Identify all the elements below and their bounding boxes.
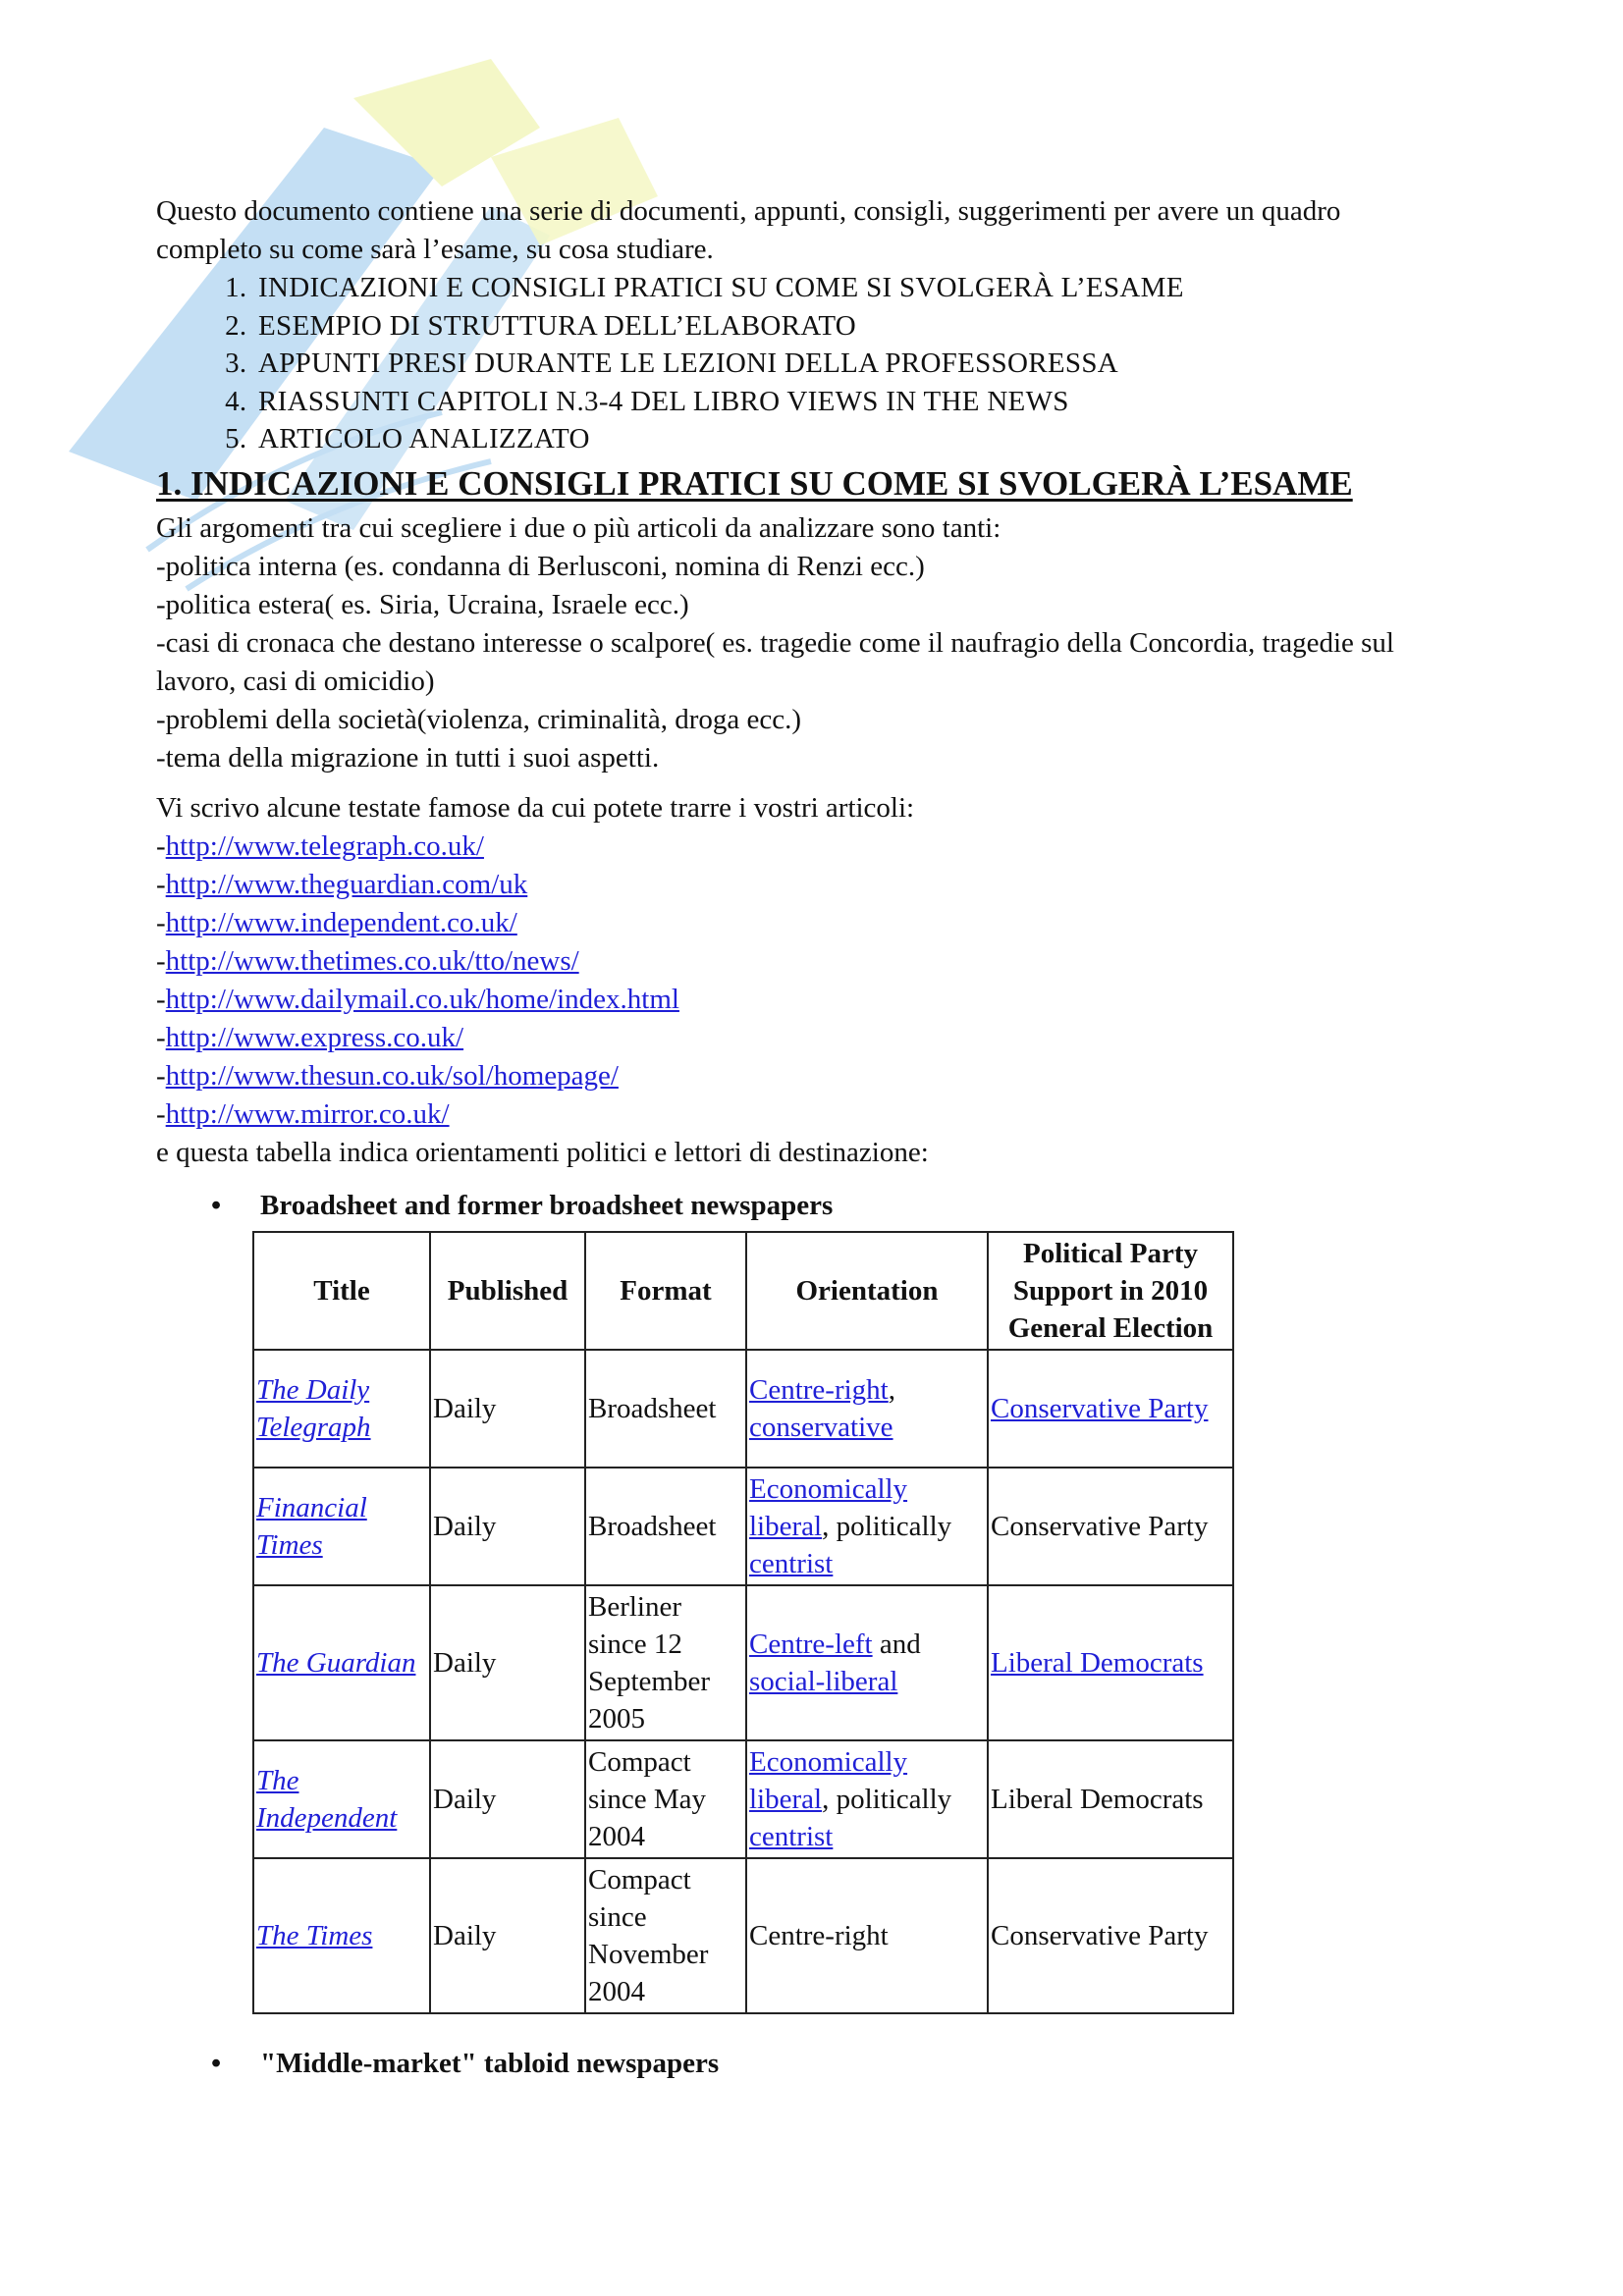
orientation-cell: Centre-right, conservative — [746, 1350, 988, 1468]
section-heading: 1. INDICAZIONI E CONSIGLI PRATICI SU COME SI SVOLGERÀ L’ESAME — [156, 463, 1353, 503]
title-cell — [253, 1350, 430, 1468]
middle-market-title: "Middle-market" tabloid newspapers — [260, 2047, 720, 2079]
table-row — [253, 1350, 1233, 1468]
party-cell — [988, 1350, 1233, 1468]
document-page — [156, 192, 1472, 2089]
topic-item: -politica estera( es. Siria, Ucraina, Israele ecc.) — [156, 588, 689, 620]
sources-intro: Vi scrivo alcune testate famose da cui potete trarre i vostri articoli: — [156, 791, 915, 824]
source-link[interactable]: http://www.dailymail.co.uk/home/index.html — [165, 983, 679, 1015]
source-link-item: -http://www.mirror.co.uk/ — [156, 1097, 450, 1130]
table-row — [253, 1585, 1233, 1740]
source-link-item: -http://www.independent.co.uk/ — [156, 906, 517, 938]
toc-item: 1. INDICAZIONI E CONSIGLI PRATICI SU COME SI SVOLGERÀ L’ESAME — [254, 269, 1472, 307]
intro-paragraph: Questo documento contiene una serie di documenti, appunti, consigli, suggerimenti per avere un quadro completo su come sarà l’esame, su cosa studiare. — [156, 195, 1341, 265]
toc-item: 3. APPUNTI PRESI DURANTE LE LEZIONI DELLA PROFESSORESSA — [254, 345, 1472, 383]
source-link-item: -http://www.express.co.uk/ — [156, 1021, 464, 1053]
topics-intro: Gli argomenti tra cui scegliere i due o più articoli da analizzare sono tanti: — [156, 511, 1001, 544]
published-cell: Daily — [430, 1585, 585, 1740]
topic-item: -problemi della società(violenza, criminalità, droga ecc.) — [156, 703, 802, 735]
format-cell: Compact since May 2004 — [585, 1740, 746, 1858]
party-cell: Conservative Party — [988, 1858, 1233, 2013]
format-cell: Broadsheet — [585, 1350, 746, 1468]
bullet-icon: • — [211, 1189, 222, 1221]
source-link[interactable]: http://www.thesun.co.uk/sol/homepage/ — [165, 1059, 619, 1092]
topic-item: -politica interna (es. condanna di Berlusconi, nomina di Renzi ecc.) — [156, 550, 925, 582]
toc-item: 2. ESEMPIO DI STRUTTURA DELL’ELABORATO — [254, 307, 1472, 346]
published-cell: Daily — [430, 1740, 585, 1858]
column-header: Title — [253, 1232, 430, 1350]
source-link-item: -http://www.thesun.co.uk/sol/homepage/ — [156, 1059, 619, 1092]
orientation-cell: Economically liberal, politically centrist — [746, 1740, 988, 1858]
published-cell: Daily — [430, 1350, 585, 1468]
party-cell: Liberal Democrats — [988, 1740, 1233, 1858]
published-cell: Daily — [430, 1858, 585, 2013]
source-link[interactable]: http://www.mirror.co.uk/ — [165, 1097, 450, 1130]
toc-item: 4. RIASSUNTI CAPITOLI N.3-4 DEL LIBRO VIEWS IN THE NEWS — [254, 383, 1472, 421]
newspaper-title-link[interactable]: Financial Times — [256, 1491, 367, 1561]
published-cell: Daily — [430, 1468, 585, 1585]
source-link[interactable]: http://www.telegraph.co.uk/ — [165, 829, 484, 862]
table-row — [253, 1468, 1233, 1585]
source-link[interactable]: http://www.thetimes.co.uk/tto/news/ — [165, 944, 579, 977]
orientation-link[interactable]: centrist — [749, 1820, 834, 1852]
newspaper-title-link[interactable]: The Independent — [256, 1764, 398, 1834]
newspaper-table — [252, 1231, 1234, 2014]
party-link[interactable]: Liberal Democrats — [991, 1646, 1204, 1679]
source-link[interactable]: http://www.express.co.uk/ — [165, 1021, 464, 1053]
toc-item: 5. ARTICOLO ANALIZZATO — [254, 420, 1472, 458]
party-cell: Conservative Party — [988, 1468, 1233, 1585]
title-cell — [253, 1858, 430, 2013]
party-link[interactable]: Conservative Party — [991, 1392, 1209, 1424]
orientation-cell: Economically liberal, politically centrist — [746, 1468, 988, 1585]
column-header: Orientation — [746, 1232, 988, 1350]
orientation-cell: Centre-left and social-liberal — [746, 1585, 988, 1740]
broadsheet-bullet — [211, 1186, 1472, 1225]
source-link-item: -http://www.telegraph.co.uk/ — [156, 829, 484, 862]
broadsheet-title: Broadsheet and former broadsheet newspapers — [260, 1189, 834, 1221]
format-cell: Broadsheet — [585, 1468, 746, 1585]
orientation-link[interactable]: social-liberal — [749, 1665, 898, 1697]
table-row — [253, 1740, 1233, 1858]
middle-market-bullet — [211, 2044, 1472, 2083]
source-link-item: -http://www.thetimes.co.uk/tto/news/ — [156, 944, 579, 977]
table-header-row — [253, 1232, 1233, 1350]
topics-list — [156, 509, 1472, 777]
column-header: Format — [585, 1232, 746, 1350]
title-cell — [253, 1468, 430, 1585]
source-link[interactable]: http://www.independent.co.uk/ — [165, 906, 517, 938]
topic-item: -tema della migrazione in tutti i suoi aspetti. — [156, 741, 660, 774]
orientation-cell: Centre-right — [746, 1858, 988, 2013]
orientation-link[interactable]: conservative — [749, 1411, 893, 1443]
format-cell: Compact since November 2004 — [585, 1858, 746, 2013]
orientation-link[interactable]: Centre-right — [749, 1373, 889, 1406]
source-link[interactable]: http://www.theguardian.com/uk — [165, 868, 528, 900]
orientation-link[interactable]: Economically liberal — [749, 1472, 908, 1542]
newspaper-title-link[interactable]: The Guardian — [256, 1646, 416, 1679]
party-cell — [988, 1585, 1233, 1740]
title-cell — [253, 1740, 430, 1858]
orientation-link[interactable]: centrist — [749, 1547, 834, 1579]
orientation-link[interactable]: Economically liberal — [749, 1745, 908, 1815]
orientation-link[interactable]: Centre-left — [749, 1628, 873, 1660]
table-intro: e questa tabella indica orientamenti politici e lettori di destinazione: — [156, 1136, 929, 1168]
sources-list — [156, 789, 1472, 1172]
title-cell — [253, 1585, 430, 1740]
table-row — [253, 1858, 1233, 2013]
topic-item: -casi di cronaca che destano interesse o scalpore( es. tragedie come il naufragio della Concordia, tragedie sul lavoro, casi di omicidio) — [156, 626, 1394, 697]
table-of-contents — [156, 269, 1472, 458]
column-header: Political Party Support in 2010 General Election — [988, 1232, 1233, 1350]
source-link-item: -http://www.theguardian.com/uk — [156, 868, 528, 900]
source-link-item: -http://www.dailymail.co.uk/home/index.html — [156, 983, 679, 1015]
newspaper-title-link[interactable]: The Times — [256, 1919, 373, 1951]
column-header: Published — [430, 1232, 585, 1350]
format-cell: Berliner since 12 September 2005 — [585, 1585, 746, 1740]
bullet-icon: • — [211, 2047, 222, 2079]
newspaper-title-link[interactable]: The Daily Telegraph — [256, 1373, 371, 1443]
